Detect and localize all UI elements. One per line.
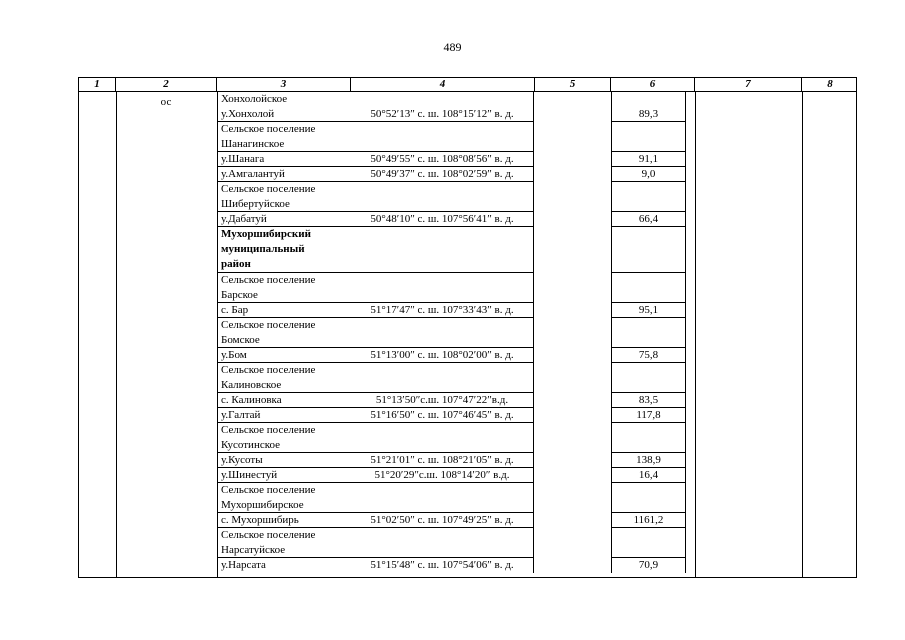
column-header-8: 8 [802, 78, 857, 92]
table-row [217, 513, 686, 528]
settlement-name-cell: Мухоршибирский муниципальный район [217, 227, 351, 273]
value-cell [611, 227, 686, 273]
coordinates-cell: 51°13′00″ с. ш. 108°02′00″ в. д. [351, 348, 534, 363]
column-header-7: 7 [695, 78, 802, 92]
column-header-5: 5 [535, 78, 611, 92]
table-row [217, 558, 686, 573]
settlement-name-cell: Сельское поселение Калиновское [217, 363, 351, 393]
value-cell: 117,8 [611, 408, 686, 423]
coordinates-cell: 51°21′01″ с. ш. 108°21′05″ в. д. [351, 453, 534, 468]
table-row [217, 408, 686, 423]
settlement-name-cell: у.Дабатуй [217, 212, 351, 227]
value-cell: 9,0 [611, 167, 686, 182]
table-row [217, 303, 686, 318]
table-row [217, 107, 686, 122]
value-cell [611, 92, 686, 107]
value-cell [611, 423, 686, 453]
settlement-name-cell: у.Кусоты [217, 453, 351, 468]
table-row [217, 212, 686, 227]
column-divider [802, 92, 803, 577]
settlement-name-cell: Сельское поселение Мухоршибирское [217, 483, 351, 513]
coordinates-cell: 51°16′50″ с. ш. 107°46′45″ в. д. [351, 408, 534, 423]
coordinates-cell [351, 182, 534, 212]
settlement-name-cell: Сельское поселение Бомское [217, 318, 351, 348]
value-cell: 91,1 [611, 152, 686, 167]
value-cell [611, 483, 686, 513]
column-header-3: 3 [217, 78, 351, 92]
value-cell: 83,5 [611, 393, 686, 408]
value-cell [611, 363, 686, 393]
value-cell [611, 318, 686, 348]
table-row [217, 363, 686, 393]
value-cell: 70,9 [611, 558, 686, 573]
column-divider [116, 92, 117, 577]
settlement-name-cell: Сельское поселение Кусотинское [217, 423, 351, 453]
coordinates-cell: 51°15′48″ с. ш. 107°54′06″ в. д. [351, 558, 534, 573]
coordinates-cell [351, 273, 534, 303]
column-2-value: ос [160, 96, 172, 108]
value-cell [611, 122, 686, 152]
value-cell: 95,1 [611, 303, 686, 318]
table-row [217, 393, 686, 408]
coordinates-cell [351, 318, 534, 348]
column-header-1: 1 [79, 78, 116, 92]
table-row [217, 182, 686, 212]
coordinates-cell [351, 122, 534, 152]
coordinates-cell [351, 363, 534, 393]
table-row [217, 468, 686, 483]
settlement-name-cell: у.Бом [217, 348, 351, 363]
settlement-name-cell: Сельское поселение Шибертуйское [217, 182, 351, 212]
page-number: 489 [443, 40, 462, 54]
table-row [217, 167, 686, 182]
table-row [217, 423, 686, 453]
coordinates-cell [351, 423, 534, 453]
coordinates-cell: 50°49′37″ с. ш. 108°02′59″ в. д. [351, 167, 534, 182]
coordinates-cell: 51°17′47″ с. ш. 107°33′43″ в. д. [351, 303, 534, 318]
table-row [217, 483, 686, 513]
settlement-name-cell: у.Шанага [217, 152, 351, 167]
coordinates-cell: 51°20′29″с.ш. 108°14′20″ в.д. [351, 468, 534, 483]
settlement-name-cell: Сельское поселение Нарсатуйское [217, 528, 351, 558]
coordinates-cell [351, 92, 534, 107]
table-row [217, 273, 686, 303]
column-header-6: 6 [611, 78, 695, 92]
table-row [217, 122, 686, 152]
settlement-name-cell: с. Калиновка [217, 393, 351, 408]
coordinates-cell: 51°13′50″с.ш. 107°47′22″в.д. [351, 393, 534, 408]
settlement-name-cell: Сельское поселение Барское [217, 273, 351, 303]
table-row [217, 227, 686, 273]
settlement-name-cell: Хонхолойское [221, 93, 288, 105]
table-row [217, 348, 686, 363]
value-cell: 89,3 [611, 107, 686, 122]
table-rows [217, 92, 686, 573]
table-row [217, 92, 686, 107]
coordinates-cell: 50°52′13″ с. ш. 108°15′12″ в. д. [351, 107, 534, 122]
value-cell [611, 182, 686, 212]
coordinates-cell [351, 483, 534, 513]
column-header-2: 2 [116, 78, 217, 92]
value-cell: 16,4 [611, 468, 686, 483]
settlement-name-cell: у.Галтай [217, 408, 351, 423]
settlement-name-cell: у.Шинестуй [217, 468, 351, 483]
coordinates-cell: 50°49′55″ с. ш. 108°08′56″ в. д. [351, 152, 534, 167]
settlement-name-cell: у.Хонхолой [217, 107, 351, 122]
value-cell: 1161,2 [611, 513, 686, 528]
table-row [217, 453, 686, 468]
settlement-name-cell: Сельское поселение Шанагинское [217, 122, 351, 152]
coordinates-cell: 51°02′50″ с. ш. 107°49′25″ в. д. [351, 513, 534, 528]
table-row [217, 152, 686, 167]
coordinates-cell [351, 227, 534, 273]
settlement-name-cell: у.Нарсата [221, 559, 266, 571]
settlement-name-cell: у.Амгалантуй [217, 167, 351, 182]
coordinates-cell [351, 528, 534, 558]
settlement-name-cell: с. Мухоршибирь [217, 513, 351, 528]
value-cell: 66,4 [611, 212, 686, 227]
value-cell [611, 528, 686, 558]
column-header-4: 4 [351, 78, 535, 92]
table-row [217, 528, 686, 558]
coordinates-cell: 50°48′10″ с. ш. 107°56′41″ в. д. [351, 212, 534, 227]
column-divider [695, 92, 696, 577]
settlements-table [78, 77, 857, 578]
value-cell: 138,9 [611, 453, 686, 468]
value-cell: 75,8 [611, 348, 686, 363]
table-row [217, 318, 686, 348]
settlement-name-cell: с. Бар [217, 303, 351, 318]
value-cell [611, 273, 686, 303]
